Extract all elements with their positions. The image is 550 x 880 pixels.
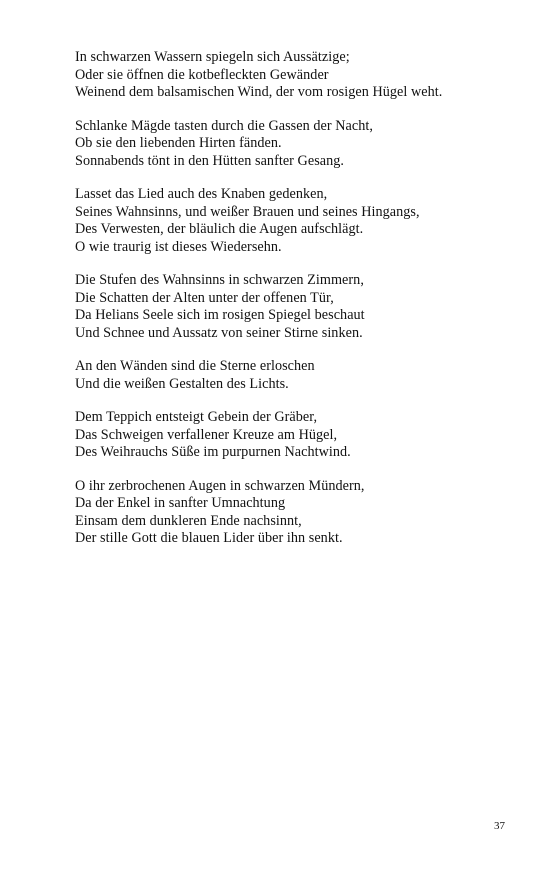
poem-line: Und die weißen Gestalten des Lichts. bbox=[75, 375, 289, 392]
poem-line: Die Schatten der Alten unter der offenen Tür, bbox=[75, 289, 334, 306]
poem-line: Das Schweigen verfallener Kreuze am Hügel, bbox=[75, 426, 338, 443]
poem-line: Da der Enkel in sanfter Umnachtung bbox=[75, 495, 286, 511]
stanza-3 bbox=[75, 186, 520, 256]
poem-line: Oder sie öffnen die kotbefleckten Gewänder bbox=[75, 66, 329, 83]
poem-line: In schwarzen Wassern spiegeln sich Aussätzige; bbox=[75, 49, 350, 65]
page-number: 37 bbox=[494, 820, 505, 832]
poem-line: Seines Wahnsinns, und weißer Brauen und seines Hingangs, bbox=[75, 203, 420, 220]
stanza-6 bbox=[75, 409, 520, 462]
stanza-5 bbox=[75, 358, 520, 393]
poem-line: Sonnabends tönt in den Hütten sanfter Gesang. bbox=[75, 152, 344, 169]
poem-line: Schlanke Mägde tasten durch die Gassen der Nacht, bbox=[75, 117, 373, 134]
stanza-4 bbox=[75, 272, 520, 342]
stanza-1 bbox=[75, 49, 520, 102]
poem-line: Einsam dem dunkleren Ende nachsinnt, bbox=[75, 512, 302, 529]
poem-line: Ob sie den liebenden Hirten fänden. bbox=[75, 135, 282, 151]
stanza-2 bbox=[75, 118, 520, 171]
poem-line: Da Helians Seele sich im rosigen Spiegel beschaut bbox=[75, 307, 365, 323]
poem-text bbox=[75, 49, 520, 564]
poem-line: Der stille Gott die blauen Lider über ihn senkt. bbox=[75, 530, 343, 546]
poem-line: Und Schnee und Aussatz von seiner Stirne sinken. bbox=[75, 324, 363, 341]
poem-line: O ihr zerbrochenen Augen in schwarzen Mündern, bbox=[75, 477, 365, 494]
poem-line: Des Verwesten, der bläulich die Augen aufschlägt. bbox=[75, 221, 364, 237]
poem-line: Des Weihrauchs Süße im purpurnen Nachtwind. bbox=[75, 444, 351, 460]
poem-line: Die Stufen des Wahnsinns in schwarzen Zimmern, bbox=[75, 272, 364, 288]
poem-line: O wie traurig ist dieses Wiedersehn. bbox=[75, 238, 282, 255]
stanza-7 bbox=[75, 478, 520, 548]
poem-line: Dem Teppich entsteigt Gebein der Gräber, bbox=[75, 409, 318, 425]
poem-line: Weinend dem balsamischen Wind, der vom rosigen Hügel weht. bbox=[75, 84, 443, 100]
poem-line: An den Wänden sind die Sterne erloschen bbox=[75, 358, 315, 374]
poem-line: Lasset das Lied auch des Knaben gedenken, bbox=[75, 186, 328, 202]
